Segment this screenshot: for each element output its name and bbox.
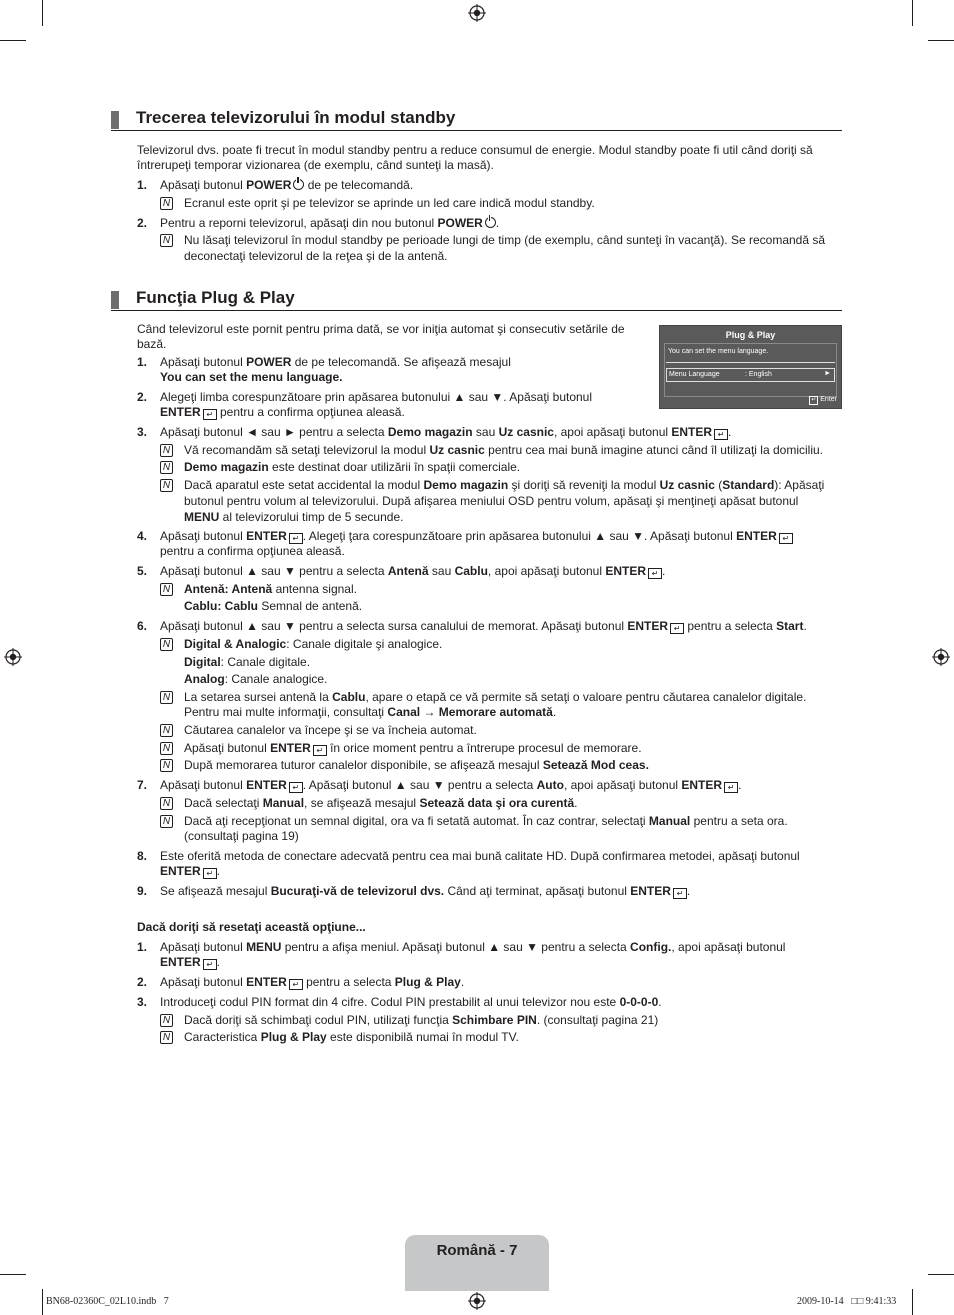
note-text: Dacă doriţi să schimbaţi codul PIN, utilizaţi funcţia Schimbare PIN. (consultaţi pagina 21) (184, 1013, 659, 1027)
note-text: Analog: Canale analogice. (184, 672, 328, 686)
page-number: Română - 7 (436, 1242, 518, 1259)
step-text: Apăsaţi butonul ◄ sau ► pentru a selecta Demo magazin sau Uz casnic, apoi apăsaţi butonul ENTER ↵ . (160, 425, 732, 439)
intro-line: Televizorul dvs. poate fi trecut în modul standby pentru a reduce consumul de energie. Modul standby poate fi util când doriţi să (137, 143, 813, 157)
step-text: Apăsaţi butonul POWER de pe telecomandă. Se afişează mesajul (160, 355, 511, 369)
step-text: Pentru a reporni televizorul, apăsaţi din nou butonul POWER . (160, 216, 500, 230)
intro-line: întrerupeţi temporar vizionarea (de exemplu, când sunteţi la masă). (137, 158, 494, 172)
note-text: Digital: Canale digitale. (184, 655, 311, 669)
note-text: butonul pentru volum al televizorului. După afişarea meniului OSD pentru volum, apăsaţi şi menţineţi apăsat butonul (184, 494, 799, 508)
registration-mark-icon (468, 4, 486, 22)
crop-mark (912, 0, 913, 26)
enter-icon: ↵ (648, 568, 662, 579)
step-number: 1. (137, 940, 148, 954)
intro-line: bază. (137, 337, 167, 351)
crop-mark (42, 0, 43, 26)
step-number: 4. (137, 529, 148, 543)
enter-icon: ↵ (289, 533, 303, 544)
step-number: 6. (137, 619, 148, 633)
enter-icon: ↵ (313, 745, 327, 756)
osd-title: Plug & Play (725, 330, 776, 340)
enter-icon: ↵ (670, 623, 684, 634)
crop-mark (928, 40, 954, 41)
step-text: ENTER ↵ . (160, 864, 221, 878)
enter-icon: ↵ (779, 533, 793, 544)
file-name: BN68-02360C_02L10.indb 7 (46, 1296, 169, 1307)
note-icon: N (160, 691, 173, 704)
note-text: Dacă selectaţi Manual, se afişează mesajul Setează data şi ora curentă. (184, 796, 578, 810)
enter-icon: ↵ (203, 868, 217, 879)
enter-icon: ↵ (289, 782, 303, 793)
note-icon: N (160, 583, 173, 596)
step-number: 3. (137, 425, 148, 439)
step-text: Apăsaţi butonul POWER de pe telecomandă. (160, 178, 414, 192)
step-text: Apăsaţi butonul ▲ sau ▼ pentru a selecta sursa canalului de memorat. Apăsaţi butonul ENTER ↵ pentru a selecta Start. (160, 619, 807, 633)
step-text: Alegeţi limba corespunzătoare prin apăsarea butonului ▲ sau ▼. Apăsaţi butonul (160, 390, 593, 404)
enter-icon: ↵ (203, 409, 217, 420)
enter-icon: ↵ (673, 888, 687, 899)
note-text: Dacă aparatul este setat accidental la modul Demo magazin şi doriţi să reveniţi la modul Uz casnic (Standard): Apăsaţi (184, 478, 825, 492)
enter-icon: ↵ (811, 397, 817, 403)
note-icon: N (160, 1014, 173, 1027)
section-title: Funcţia Plug & Play (136, 288, 295, 307)
enter-icon: ↵ (203, 959, 217, 970)
note-icon: N (160, 197, 173, 210)
note-text: (consultaţi pagina 19) (184, 829, 299, 843)
osd-message: You can set the menu language. (668, 348, 769, 355)
note-text: Demo magazin este destinat doar utilizării în spaţii comerciale. (184, 460, 521, 474)
step-text: Apăsaţi butonul MENU pentru a afişa meniul. Apăsaţi butonul ▲ sau ▼ pentru a selecta Config., apoi apăsaţi butonul (160, 940, 786, 954)
step-number: 3. (137, 995, 148, 1009)
note-icon: N (160, 815, 173, 828)
note-text: MENU al televizorului timp de 5 secunde. (184, 510, 404, 524)
note-text: Digital & Analogic: Canale digitale şi analogice. (184, 637, 443, 651)
note-text: Nu lăsaţi televizorul în modul standby pe perioade lungi de timp (de exemplu, când sunteţi în vacanţă). Se recomandă să (184, 233, 826, 247)
step-text: Se afişează mesajul Bucuraţi-vă de televizorul dvs. Când aţi terminat, apăsaţi butonul ENTER ↵ . (160, 884, 691, 898)
registration-mark-icon (468, 1292, 486, 1310)
section-title: Trecerea televizorului în modul standby (136, 108, 456, 127)
note-icon: N (160, 461, 173, 474)
note-text: Pentru mai multe informaţii, consultaţi Canal → Memorare automată. (184, 705, 557, 719)
note-icon: N (160, 759, 173, 772)
note-icon: N (160, 742, 173, 755)
osd-row-value: : English (745, 371, 772, 378)
note-text: deconectaţi televizorul de la reţea şi de la antenă. (184, 249, 448, 263)
osd-plug-and-play-screen (659, 325, 842, 409)
note-text: Dacă aţi recepţionat un semnal digital, ora va fi setată automat. În caz contrar, selectaţi Manual pentru a seta ora. (184, 814, 788, 828)
enter-icon: ↵ (289, 979, 303, 990)
note-icon: N (160, 724, 173, 737)
step-number: 2. (137, 216, 148, 230)
registration-mark-icon (932, 648, 950, 666)
note-text: Ecranul este oprit şi pe televizor se aprinde un led care indică modul standby. (184, 196, 595, 210)
intro-line: Când televizorul este pornit pentru prima dată, se vor iniţia automat şi consecutiv setările de (137, 322, 625, 336)
step-text: ENTER ↵ pentru a confirma opţiunea aleasă. (160, 405, 405, 419)
step-number: 2. (137, 975, 148, 989)
note-icon: N (160, 479, 173, 492)
heading-bar (111, 291, 119, 309)
step-number: 2. (137, 390, 148, 404)
reset-heading: Dacă doriţi să resetaţi această opţiune... (137, 920, 366, 934)
step-number: 9. (137, 884, 148, 898)
crop-mark (42, 1289, 43, 1315)
note-icon: N (160, 234, 173, 247)
step-text: Apăsaţi butonul ENTER ↵ . Apăsaţi butonul ▲ sau ▼ pentru a selecta Auto, apoi apăsaţi butonul ENTER ↵ . (160, 778, 742, 792)
step-number: 1. (137, 355, 148, 369)
step-text: Apăsaţi butonul ENTER ↵ pentru a selecta Plug & Play. (160, 975, 465, 989)
step-number: 1. (137, 178, 148, 192)
section-heading-plug-and-play (111, 290, 842, 311)
osd-language-row (666, 368, 835, 382)
step-text: Apăsaţi butonul ▲ sau ▼ pentru a selecta Antenă sau Cablu, apoi apăsaţi butonul ENTER ↵ . (160, 564, 666, 578)
enter-icon: ↵ (724, 782, 738, 793)
step-number: 5. (137, 564, 148, 578)
note-text: După memorarea tuturor canalelor disponibile, se afişează mesajul Setează Mod ceas. (184, 758, 649, 772)
note-icon: N (160, 444, 173, 457)
note-text: Apăsaţi butonul ENTER ↵ în orice moment pentru a întrerupe procesul de memorare. (184, 741, 642, 755)
note-text: Cablu: Cablu Semnal de antenă. (184, 599, 363, 613)
note-icon: N (160, 797, 173, 810)
heading-bar (111, 111, 119, 129)
arrow-right-icon: ► (824, 370, 831, 377)
note-text: La setarea sursei antenă la Cablu, apare o etapă ce vă permite să setaţi o valoare pentru căutarea canalelor digitale. (184, 690, 807, 704)
power-icon (293, 179, 304, 190)
note-icon: N (160, 1031, 173, 1044)
step-text: Este oferită metoda de conectare adecvată pentru cea mai bună calitate HD. După confirmarea metodei, apăsaţi butonul (160, 849, 800, 863)
note-text: Vă recomandăm să setaţi televizorul la modul Uz casnic pentru cea mai bună imagine atunci când îl utilizaţi la domiciliu. (184, 443, 823, 457)
crop-mark (928, 1274, 954, 1275)
print-timestamp: 2009-10-14 □□ 9:41:33 (797, 1296, 897, 1307)
osd-row-label: Menu Language (669, 371, 720, 378)
note-text: Caracteristica Plug & Play este disponibilă numai în modul TV. (184, 1030, 519, 1044)
step-text: Introduceţi codul PIN format din 4 cifre. Codul PIN prestabilit al unui televizor nou este 0-0-0-0. (160, 995, 662, 1009)
crop-mark (0, 1274, 26, 1275)
crop-mark (0, 40, 26, 41)
step-number: 7. (137, 778, 148, 792)
note-text: Căutarea canalelor va începe şi se va încheia automat. (184, 723, 477, 737)
osd-enter-hint (809, 396, 837, 405)
step-text: ENTER ↵ . (160, 955, 221, 969)
step-text: pentru a confirma opţiunea aleasă. (160, 544, 345, 558)
section-heading-standby (111, 110, 842, 131)
osd-enter-label: Enter (820, 396, 837, 403)
power-icon (485, 217, 496, 228)
osd-divider (666, 362, 835, 363)
step-text: Apăsaţi butonul ENTER ↵ . Alegeţi ţara corespunzătoare prin apăsarea butonului ▲ sau ▼. Apăsaţi butonul ENTER ↵ (160, 529, 793, 545)
note-text: Antenă: Antenă antenna signal. (184, 582, 357, 596)
registration-mark-icon (4, 648, 22, 666)
step-text: You can set the menu language. (160, 370, 343, 384)
crop-mark (912, 1289, 913, 1315)
step-number: 8. (137, 849, 148, 863)
enter-icon: ↵ (714, 429, 728, 440)
note-icon: N (160, 638, 173, 651)
